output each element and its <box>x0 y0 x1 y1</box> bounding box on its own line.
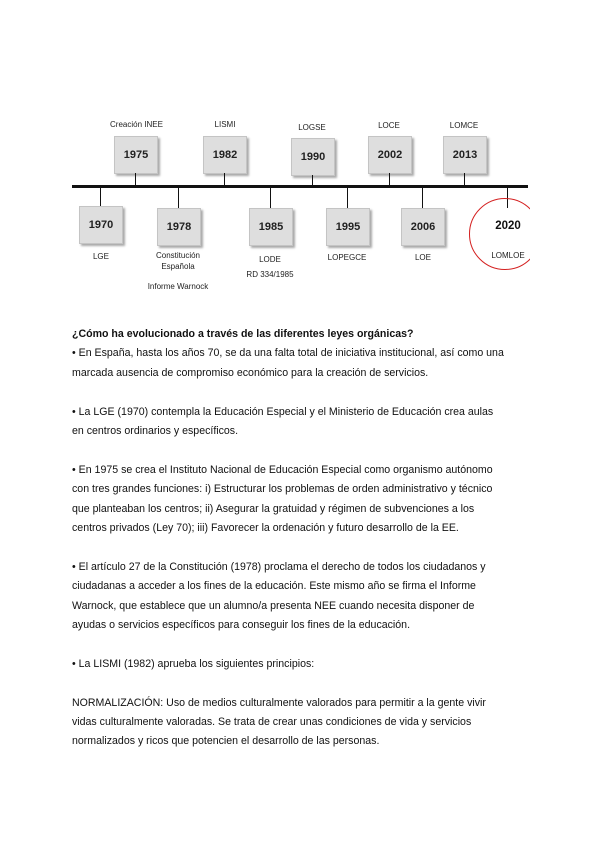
bottom-label-2020: LOMLOE <box>491 251 525 260</box>
top-label-2002: LOCE <box>378 121 400 130</box>
tick-1982 <box>224 173 225 186</box>
paragraph-line: Warnock, que establece que un alumno/a presenta NEE cuando necesita disponer de <box>72 599 475 612</box>
paragraph-line: que planteaban los centros; ii) Asegurar la gratuidad y régimen de subvenciones a los <box>72 502 475 515</box>
spacer <box>72 538 542 557</box>
tick-1995 <box>347 188 348 208</box>
paragraph-line: normalizados y ricos que potencien el desarrollo de las personas. <box>72 735 380 748</box>
paragraph-line: • En 1975 se crea el Instituto Nacional de Educación Especial como organismo autónomo <box>72 463 493 476</box>
spacer <box>72 674 542 693</box>
bottom-label-1985-b: RD 334/1985 <box>246 270 294 279</box>
paragraph-line: • En España, hasta los años 70, se da una falta total de iniciativa institucional, así como una <box>72 347 504 360</box>
tick-2002 <box>389 173 390 186</box>
paragraph-line: con tres grandes funciones: i) Estructurar los problemas de orden administrativo y técnico <box>72 483 493 496</box>
section-heading: ¿Cómo ha evolucionado a través de las diferentes leyes orgánicas? <box>72 328 414 340</box>
spacer <box>72 441 542 460</box>
year-box-2020: 2020 <box>495 220 521 232</box>
bottom-label-1985-a: LODE <box>259 255 281 264</box>
tick-1975 <box>135 173 136 186</box>
top-label-1975: Creación INEE <box>110 120 163 129</box>
year-box-1995: 1995 <box>326 208 370 246</box>
tick-2013 <box>464 173 465 186</box>
paragraph-line: NORMALIZACIÓN: Uso de medios culturalmente valorados para permitir a la gente vivir <box>72 696 486 709</box>
spacer <box>72 635 542 654</box>
paragraph-line: ciudadanas a acceder a los fines de la educación. Este mismo año se firma el Informe <box>72 580 476 593</box>
paragraph-line: ayudas o servicios específicos para conseguir los fines de la educación. <box>72 619 411 632</box>
year-box-1982: 1982 <box>203 136 247 174</box>
top-label-1990: LOGSE <box>298 123 326 132</box>
year-box-2006: 2006 <box>401 208 445 246</box>
year-box-2002: 2002 <box>368 136 412 174</box>
bottom-label-2006: LOE <box>414 253 431 262</box>
bottom-label-1978-c: Informe Warnock <box>147 282 209 291</box>
top-label-1982: LISMI <box>214 120 236 129</box>
year-box-1990: 1990 <box>291 138 335 176</box>
timeline-axis <box>72 185 528 188</box>
year-box-1978: 1978 <box>157 208 201 246</box>
bottom-label-1995: LOPEGCE <box>327 253 367 262</box>
year-box-1970: 1970 <box>79 206 123 244</box>
paragraph-line: • El artículo 27 de la Constitución (1978) proclama el derecho de todos los ciudadanos y <box>72 560 486 573</box>
paragraph-line: marcada ausencia de compromiso económico para la creación de servicios. <box>72 366 429 379</box>
body-text <box>72 325 542 752</box>
paragraph-line: vidas culturalmente valoradas. Se trata de crear unas condiciones de vida y servicios <box>72 716 472 729</box>
circle-crop <box>530 190 560 280</box>
tick-1990 <box>312 175 313 186</box>
top-label-2013: LOMCE <box>449 121 479 130</box>
tick-1985 <box>270 188 271 208</box>
timeline-diagram <box>0 0 600 310</box>
year-box-2013: 2013 <box>443 136 487 174</box>
paragraph-line: • La LISMI (1982) aprueba los siguientes principios: <box>72 657 315 670</box>
tick-1970 <box>100 188 101 206</box>
bottom-label-1978-b: Española <box>161 262 195 271</box>
tick-2006 <box>422 188 423 208</box>
paragraph-line: centros privados (Ley 70); iii) Favorecer la ordenación y futuro desarrollo de la EE. <box>72 522 459 535</box>
paragraph-line: en centros ordinarios y específicos. <box>72 425 239 438</box>
paragraph-line: • La LGE (1970) contempla la Educación Especial y el Ministerio de Educación crea aulas <box>72 405 494 418</box>
tick-1978 <box>178 188 179 208</box>
bottom-label-1970: LGE <box>92 252 109 261</box>
bottom-label-1978-a: Constitución <box>155 251 201 260</box>
year-box-1985: 1985 <box>249 208 293 246</box>
year-box-1975: 1975 <box>114 136 158 174</box>
spacer <box>72 383 542 402</box>
